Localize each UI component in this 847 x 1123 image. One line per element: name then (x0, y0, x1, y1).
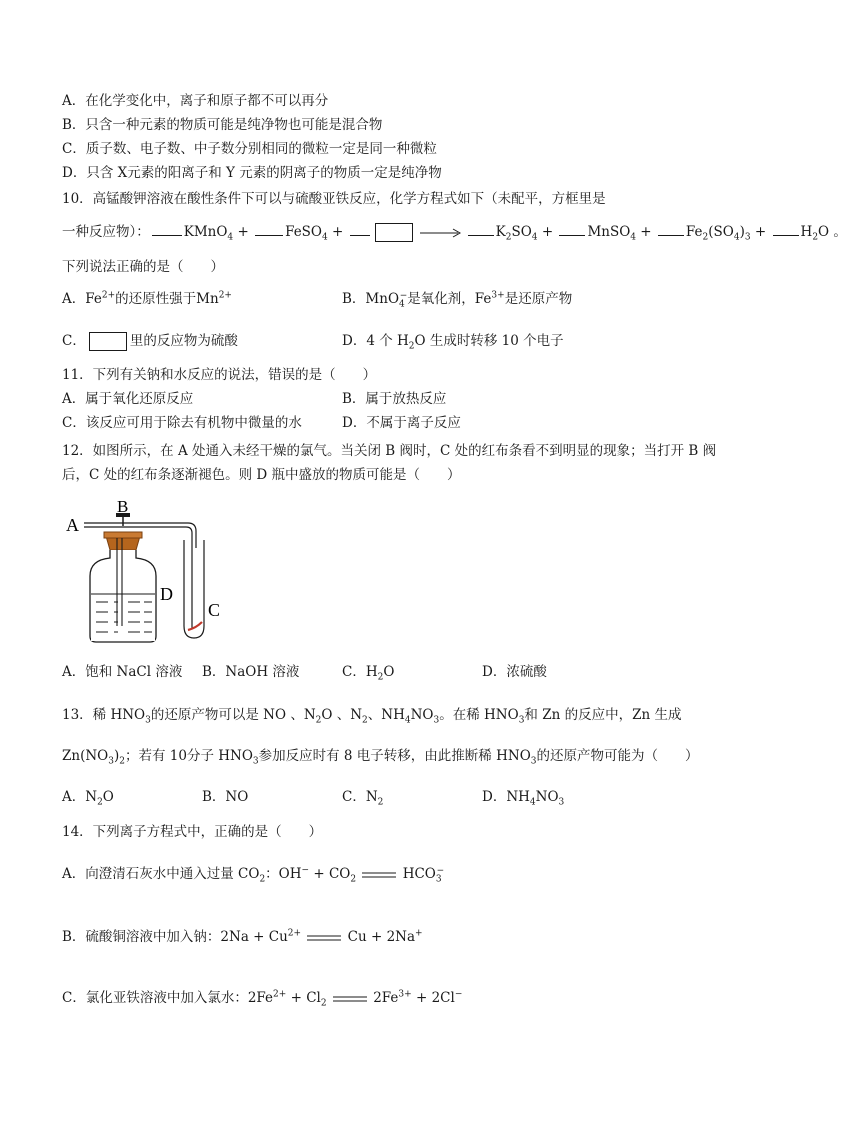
equals-arrow-icon (362, 871, 396, 879)
q14-stem: 14．下列离子方程式中，正确的是（ ） (62, 824, 323, 840)
q11-option-a: A．属于氧化还原反应 (62, 391, 194, 407)
q12-stem-line2: 后，C 处的红布条逐渐褪色。则 D 瓶中盛放的物质可能是（ ） (62, 467, 461, 483)
q9-option-b: B．只含一种元素的物质可能是纯净物也可能是混合物 (62, 117, 383, 133)
q11-option-d: D．不属于离子反应 (342, 415, 461, 431)
red-cloth-strip (188, 622, 202, 630)
q12-option-d: D．浓硫酸 (482, 664, 547, 680)
equals-arrow-icon (307, 934, 341, 942)
reaction-arrow-icon (420, 228, 462, 238)
q11-option-b: B．属于放热反应 (342, 391, 447, 407)
q12-stem-line1: 12．如图所示，在 A 处通入未经干燥的氯气。当关闭 B 阀时，C 处的红布条看不到明显的现象；当打开 B 阀 (62, 443, 717, 459)
q12-option-a: A．饱和 NaCl 溶液 (62, 664, 183, 680)
q13-option-c: C．$N_2$ (342, 789, 384, 808)
q10-option-b: B．MnO$_4$−是氧化剂，$Fe^{3+}$是还原产物 (342, 290, 573, 310)
q10-option-a: A．$Fe^{2+}$的还原性强于$Mn^{2+}$ (62, 290, 232, 307)
q10-option-d: D．4 个 $H_2O$ 生成时转移 10 个电子 (342, 333, 564, 352)
label-b: B (117, 497, 129, 516)
equals-arrow-icon (333, 995, 367, 1003)
q10-stem-prefix: 一种反应物）： (62, 224, 150, 240)
q13-stem-line2: $Zn(NO_3)_2$；若有 10分子 $HNO_3$参加反应时有 8 电子转移，由此推断稀 $HNO_3$的还原产物可能为（ ） (62, 748, 699, 767)
q10-stem-line3: 下列说法正确的是（ ） (62, 259, 224, 275)
gas-apparatus-diagram (62, 498, 262, 648)
q14-option-b: B．硫酸铜溶液中加入钠：$2Na + Cu^{2+}$ Cu + 2Na+ (62, 928, 423, 945)
label-d: D (160, 584, 173, 604)
q10-stem-line1: 10．高锰酸钾溶液在酸性条件下可以与硫酸亚铁反应，化学方程式如下（未配平，方框里是 (62, 191, 606, 207)
q13-option-a: A．$N_2O$ (62, 789, 114, 808)
q13-option-d: D．$NH_4NO_3$ (482, 789, 565, 808)
q10-blank-box (375, 223, 413, 242)
q9-option-a: A．在化学变化中，离子和原子都不可以再分 (62, 93, 329, 109)
q10-option-c: C． 里的反应物为硫酸 (62, 333, 238, 349)
q9-option-d: D．只含 X元素的阳离子和 Y 元素的阴离子的物质一定是纯净物 (62, 165, 442, 181)
q10-blank-box-2 (89, 332, 127, 351)
q13-stem-line1: 13．稀 $HNO_3$的还原产物可以是 NO 、$N_2O$ 、$N_2$、$NH_4NO_3$。在稀 $HNO_3$和 Zn 的反应中，Zn 生成 (62, 707, 682, 726)
q12-option-b: B．NaOH 溶液 (202, 664, 300, 680)
q13-option-b: B．NO (202, 789, 249, 805)
q11-option-c: C．该反应可用于除去有机物中微量的水 (62, 415, 302, 431)
label-a: A (66, 515, 79, 535)
q11-stem: 11．下列有关钠和水反应的说法，错误的是（ ） (62, 367, 377, 383)
q12-option-c: C．$H_2O$ (342, 664, 395, 683)
q9-option-c: C．质子数、电子数、中子数分别相同的微粒一定是同一种微粒 (62, 141, 437, 157)
q14-option-a: A．向澄清石灰水中通入过量 $CO_2$：$OH^- + CO_2$ $HCO_3^-$ (62, 865, 445, 885)
q10-equation: 一种反应物）： KMnO$_4$ + FeSO$_4$ + $K_2SO_4$ + MnSO$_4$ + $Fe_2(SO_4)_3 + H_2O$ 。 (62, 224, 847, 243)
q14-option-c: C．氯化亚铁溶液中加入氯水：$2Fe^{2+} + Cl_2$ $2Fe^{3+} + 2Cl^-$ (62, 989, 463, 1009)
label-c: C (208, 600, 221, 620)
